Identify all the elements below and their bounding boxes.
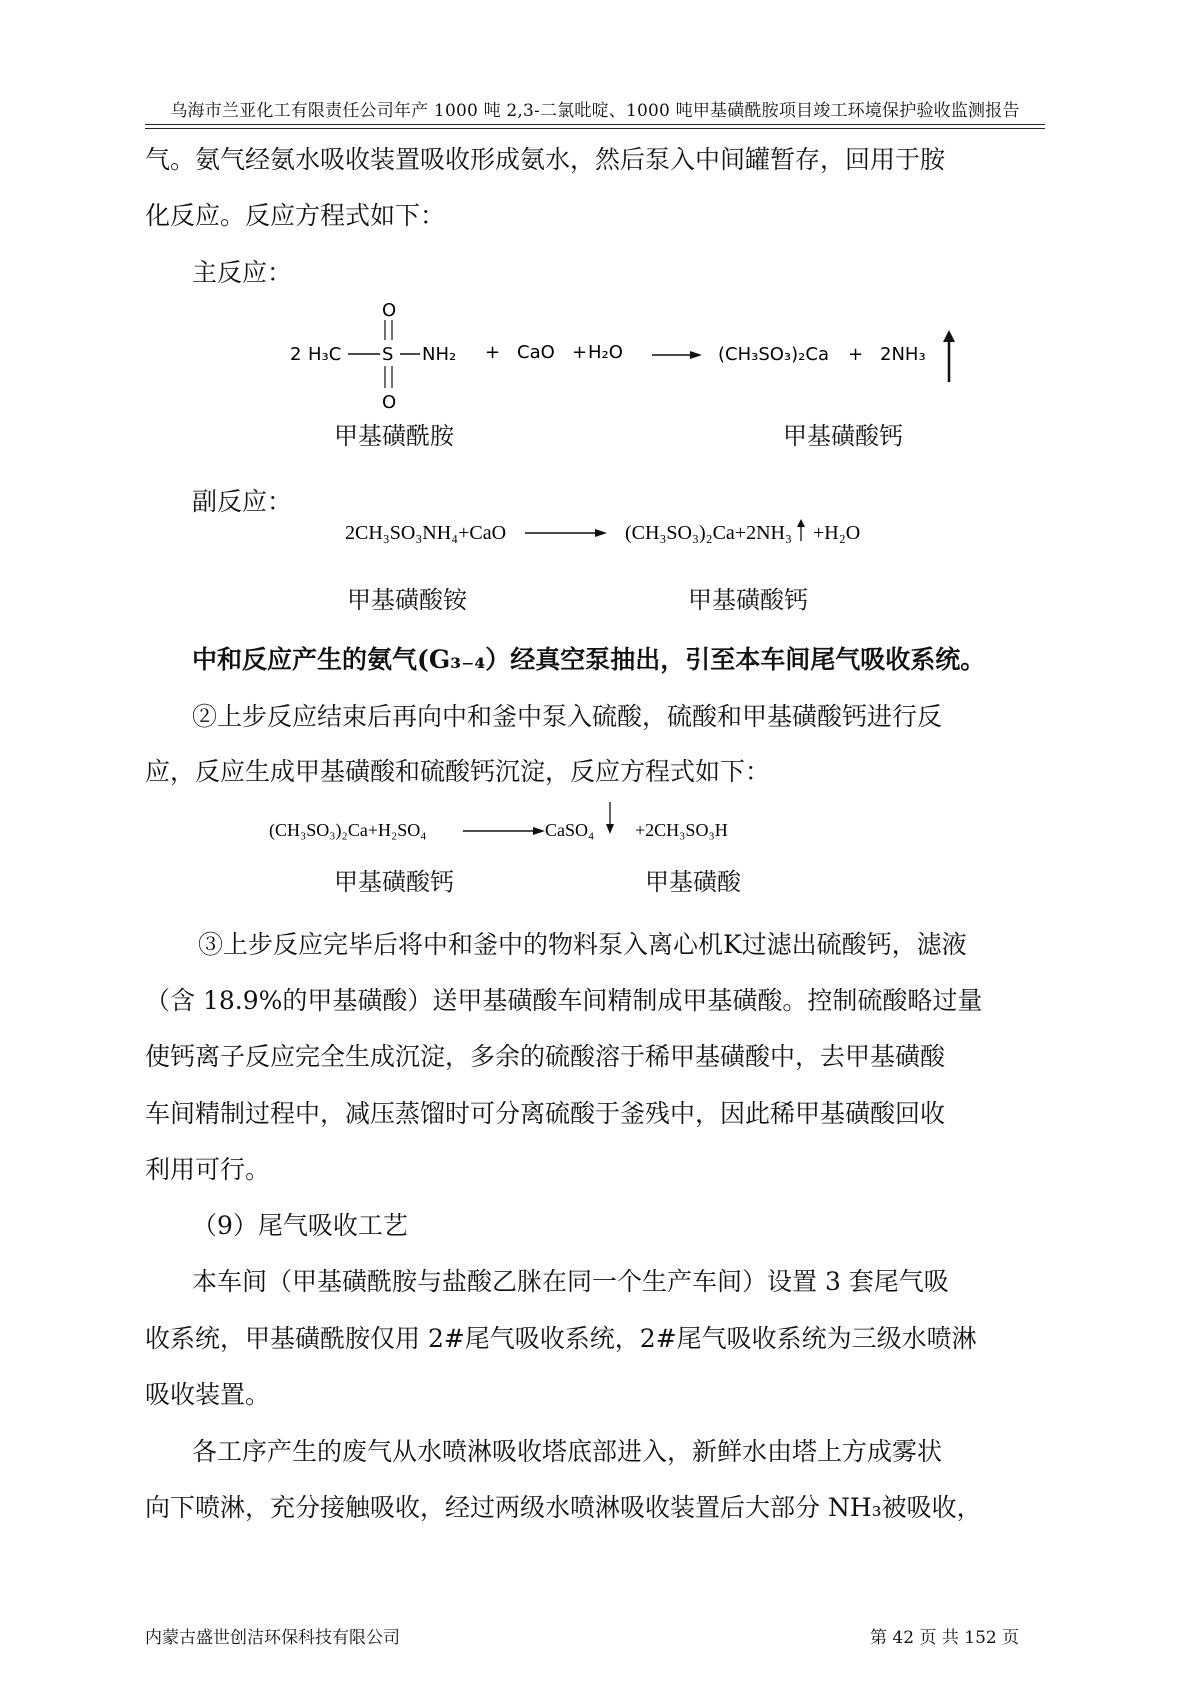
bold-statement: 中和反应产生的氨气(G₃₋₄）经真空泵抽出，引至本车间尾气吸收系统。 [192,645,986,674]
eq2-tail: +H₂O [813,522,861,544]
section-heading: （9）尾气吸收工艺 [192,1211,408,1240]
eq1-label-right: 甲基磺酸钙 [783,422,903,450]
paragraph-line: 利用可行。 [145,1155,271,1184]
eq3-label-left: 甲基磺酸钙 [334,868,454,896]
paragraph-line: （含 18.9%的甲基磺酸）送甲基磺酸车间精制成甲基磺酸。控制硫酸略过量 [145,986,983,1015]
header-rule [145,124,1045,125]
eq3-product-1: CaSO₄ [545,820,595,840]
side-reaction-equation [345,513,925,553]
eq1-oxygen-bottom: O [382,392,397,413]
eq1-coefficient: 2 [290,344,302,365]
eq2-reactants: 2CH₃SO₃NH₄+CaO [345,522,507,544]
footer-company: 内蒙古盛世创洁环保科技有限公司 [145,1628,400,1648]
paragraph-line: 本车间（甲基磺酰胺与盐酸乙脒在同一个生产车间）设置 3 套尾气吸 [192,1267,949,1296]
eq3-product-2: +2CH₃SO₃H [635,820,728,840]
paragraph-line: 化反应。反应方程式如下： [145,201,446,230]
eq1-h2o: H₂O [588,342,623,363]
footer-page-number: 第 42 页 共 152 页 [870,1628,1020,1648]
main-reaction-label: 主反应： [192,258,293,287]
eq1-arrow-head [690,351,702,359]
eq1-plus-2: + [572,342,588,363]
paragraph-line: ③上步反应完毕后将中和釜中的物料泵入离心机K过滤出硫酸钙，滤液 [198,930,967,959]
side-reaction-label: 副反应： [192,487,293,516]
eq2-label-right: 甲基磺酸钙 [688,586,808,614]
eq1-label-left: 甲基磺酰胺 [334,422,454,450]
eq2-gas-arrow-head [797,519,805,527]
eq2-arrow-head [595,529,607,537]
eq1-plus-1: + [485,342,501,363]
eq1-cao: CaO [517,342,555,363]
paragraph-line: 气。氨气经氨水吸收装置吸收形成氨水，然后泵入中间罐暂存，回用于胺 [145,145,946,174]
paragraph-line: 车间精制过程中，减压蒸馏时可分离硫酸于釜残中，因此稀甲基磺酸回收 [145,1099,946,1128]
eq1-nh2: NH₂ [422,344,457,365]
paragraph-line: 应，反应生成甲基磺酸和硫酸钙沉淀，反应方程式如下： [145,757,771,786]
eq2-label-left: 甲基磺酸铵 [347,586,467,614]
eq1-gas-arrow-head [943,330,955,342]
eq1-sulfur: S [382,344,394,365]
paragraph-line: 使钙离子反应完全生成沉淀，多余的硫酸溶于稀甲基磺酸中，去甲基磺酸 [145,1042,946,1071]
eq1-product-2: 2NH₃ [880,344,926,365]
paragraph-line: 收系统，甲基磺酰胺仅用 2#尾气吸收系统，2#尾气吸收系统为三级水喷淋 [145,1324,977,1353]
eq1-oxygen-top: O [382,300,397,321]
eq3-arrow-head [533,827,545,835]
eq2-products: (CH₃SO₃)₂Ca+2NH₃ [625,522,792,544]
eq1-product-1: (CH₃SO₃)₂Ca [718,344,829,365]
main-reaction-equation [280,300,980,420]
eq3-reactants: (CH₃SO₃)₂Ca+H₂SO₄ [269,820,427,840]
paragraph-line: 向下喷淋，充分接触吸收，经过两级水喷淋吸收装置后大部分 NH₃被吸收， [145,1493,982,1522]
paragraph-line: ②上步反应结束后再向中和釜中泵入硫酸，硫酸和甲基磺酸钙进行反 [192,702,943,731]
eq3-precipitate-arrow-head [606,824,614,834]
page-header: 乌海市兰亚化工有限责任公司年产 1000 吨 2,3-二氯吡啶、1000 吨甲基磺酰胺项目竣工环境保护验收监测报告 [170,101,1020,121]
eq1-plus-3: + [848,344,864,365]
eq1-h3c: H₃C [308,344,342,365]
eq3-label-right: 甲基磺酸 [645,868,741,896]
header-rule-thin [145,128,1045,129]
paragraph-line: 各工序产生的废气从水喷淋吸收塔底部进入，新鲜水由塔上方成雾状 [192,1437,943,1466]
paragraph-line: 吸收装置。 [145,1380,271,1409]
sulfuric-acid-equation [265,800,785,848]
